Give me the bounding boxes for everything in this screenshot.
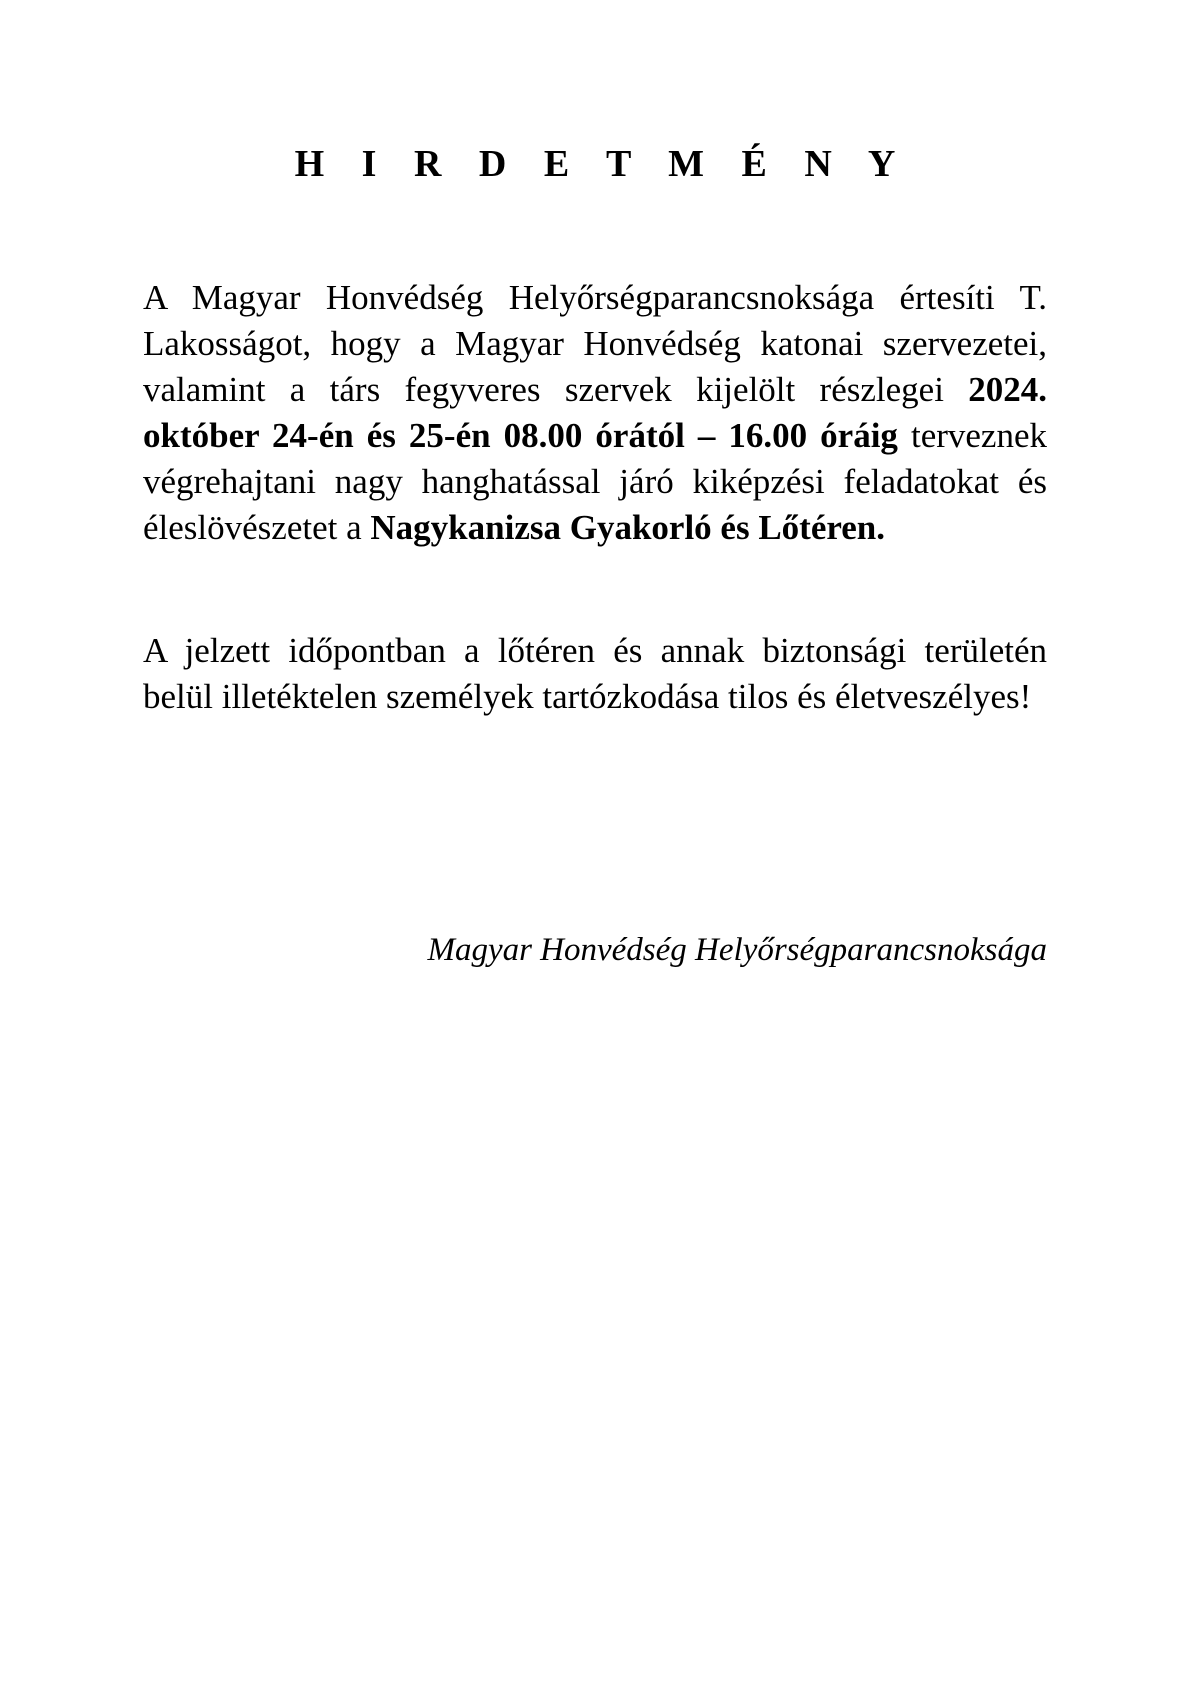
paragraph-1-intro: A Magyar Honvédség Helyőrségparancsnoksága értesíti T. Lakosságot, hogy a Magyar Honvédség katonai szervezetei, valamint a társ fegyveres szervek kijelölt részlegei bbox=[143, 278, 1047, 409]
paragraph-1-middle: terveznek végrehajtani nagy hanghatással járó kiképzési feladatokat és éleslövészetet a bbox=[143, 416, 1047, 547]
exercise-date: 2024. október 24-én és 25-én 08.00 órától – 16.00 óráig bbox=[143, 370, 1047, 455]
notice-paragraph-1 bbox=[143, 275, 1047, 551]
notice-signature: Magyar Honvédség Helyőrségparancsnoksága bbox=[427, 932, 1047, 968]
notice-paragraph-2: A jelzett időpontban a lőtéren és annak biztonsági területén belül illetéktelen személyek tartózkodása tilos és életveszélyes! bbox=[143, 631, 1047, 716]
notice-title: H I R D E T M É N Y bbox=[294, 143, 910, 185]
exercise-location: Nagykanizsa Gyakorló és Lőtéren. bbox=[370, 508, 886, 547]
